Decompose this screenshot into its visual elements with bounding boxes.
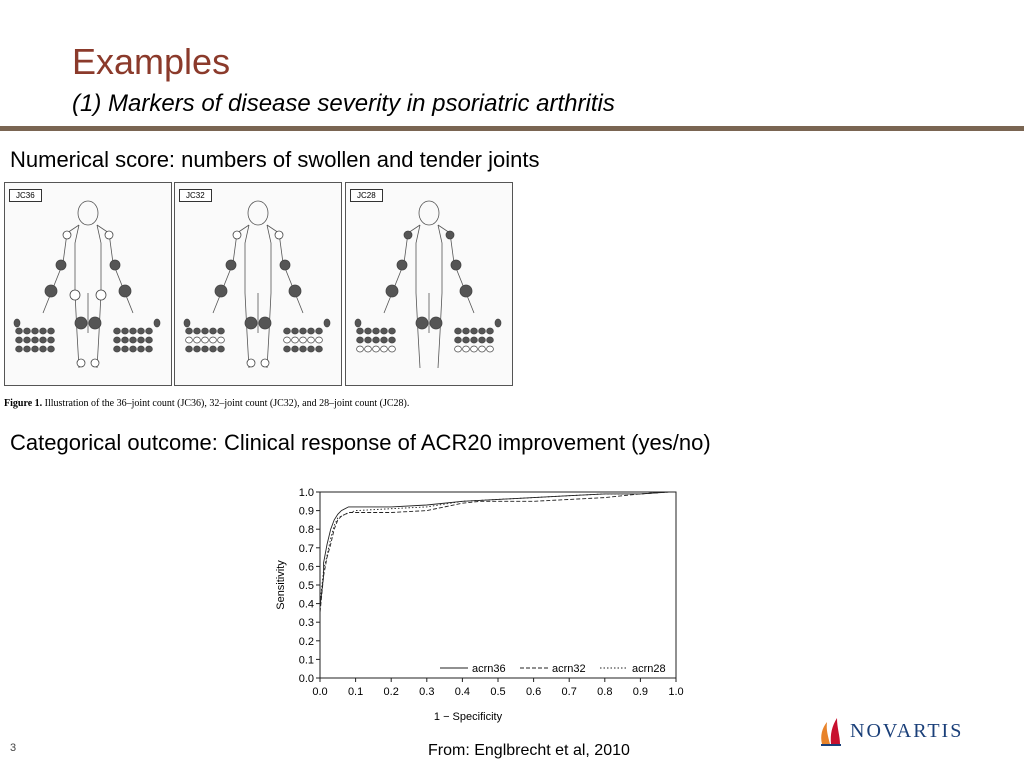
- x-tick-label: 0.1: [347, 686, 364, 698]
- y-tick-label: 0.0: [298, 673, 314, 685]
- x-tick-label: 0.5: [490, 686, 506, 698]
- figure-caption-prefix: Figure 1.: [4, 398, 43, 409]
- series-line-acrn28: [320, 492, 676, 678]
- header-divider: [0, 126, 1024, 131]
- series-line-acrn36: [320, 492, 676, 678]
- y-tick-label: 0.9: [298, 505, 314, 518]
- joint-panel-jc28: [345, 182, 513, 386]
- source-citation: From: Englbrecht et al, 2010: [428, 742, 630, 759]
- section-heading-numerical: Numerical score: numbers of swollen and tender joints: [10, 147, 540, 172]
- plot-frame: [320, 492, 676, 678]
- x-tick-label: 0.2: [383, 686, 399, 698]
- x-tick-label: 0.9: [632, 686, 649, 698]
- y-tick-label: 0.6: [298, 561, 314, 574]
- legend-label: acrn32: [552, 663, 586, 675]
- panel-label: JC32: [179, 189, 212, 202]
- legend-label: acrn36: [472, 663, 506, 675]
- y-tick-label: 0.1: [298, 654, 314, 667]
- novartis-logo: [818, 716, 963, 746]
- x-tick-label: 0.0: [312, 686, 328, 698]
- x-tick-label: 0.6: [525, 686, 542, 698]
- section-heading-categorical: Categorical outcome: Clinical response of ACR20 improvement (yes/no): [10, 430, 711, 455]
- x-tick-label: 0.8: [597, 686, 613, 698]
- page-number: 3: [10, 742, 17, 754]
- y-tick-label: 0.5: [298, 580, 314, 592]
- y-tick-label: 1.0: [298, 487, 314, 499]
- body-diagram: [175, 183, 341, 385]
- joint-panel-jc32: [174, 182, 342, 386]
- x-tick-label: 1.0: [668, 686, 684, 698]
- series-line-acrn32: [320, 492, 676, 678]
- y-tick-label: 0.4: [298, 598, 314, 611]
- flame-icon: [818, 716, 844, 746]
- body-diagram: [5, 183, 171, 385]
- y-axis-label: Sensitivity: [275, 560, 287, 610]
- legend-label: acrn28: [632, 663, 666, 675]
- figure-caption-text: Illustration of the 36–joint count (JC36), 32–joint count (JC32), and 28–joint count (JC28).: [44, 398, 410, 409]
- y-tick-label: 0.7: [298, 542, 314, 555]
- logo-wordmark: NOVARTIS: [850, 719, 964, 742]
- roc-chart: [270, 484, 690, 734]
- x-axis-label: 1 − Specificity: [433, 711, 503, 723]
- body-diagram: [346, 183, 512, 385]
- y-tick-label: 0.8: [298, 524, 314, 537]
- roc-chart-svg: [270, 484, 690, 734]
- panel-label: JC28: [350, 189, 383, 202]
- joint-panel-jc36: [4, 182, 172, 386]
- y-tick-label: 0.2: [298, 635, 314, 648]
- slide-subtitle: (1) Markers of disease severity in psoriatric arthritis: [72, 90, 615, 117]
- figure-caption: [4, 398, 409, 409]
- x-tick-label: 0.4: [454, 686, 471, 698]
- y-tick-label: 0.3: [298, 617, 314, 630]
- joint-count-figure: [4, 182, 516, 388]
- slide-title: Examples: [72, 41, 231, 82]
- x-tick-label: 0.7: [561, 686, 577, 698]
- panel-label: JC36: [9, 189, 42, 202]
- x-tick-label: 0.3: [419, 686, 435, 698]
